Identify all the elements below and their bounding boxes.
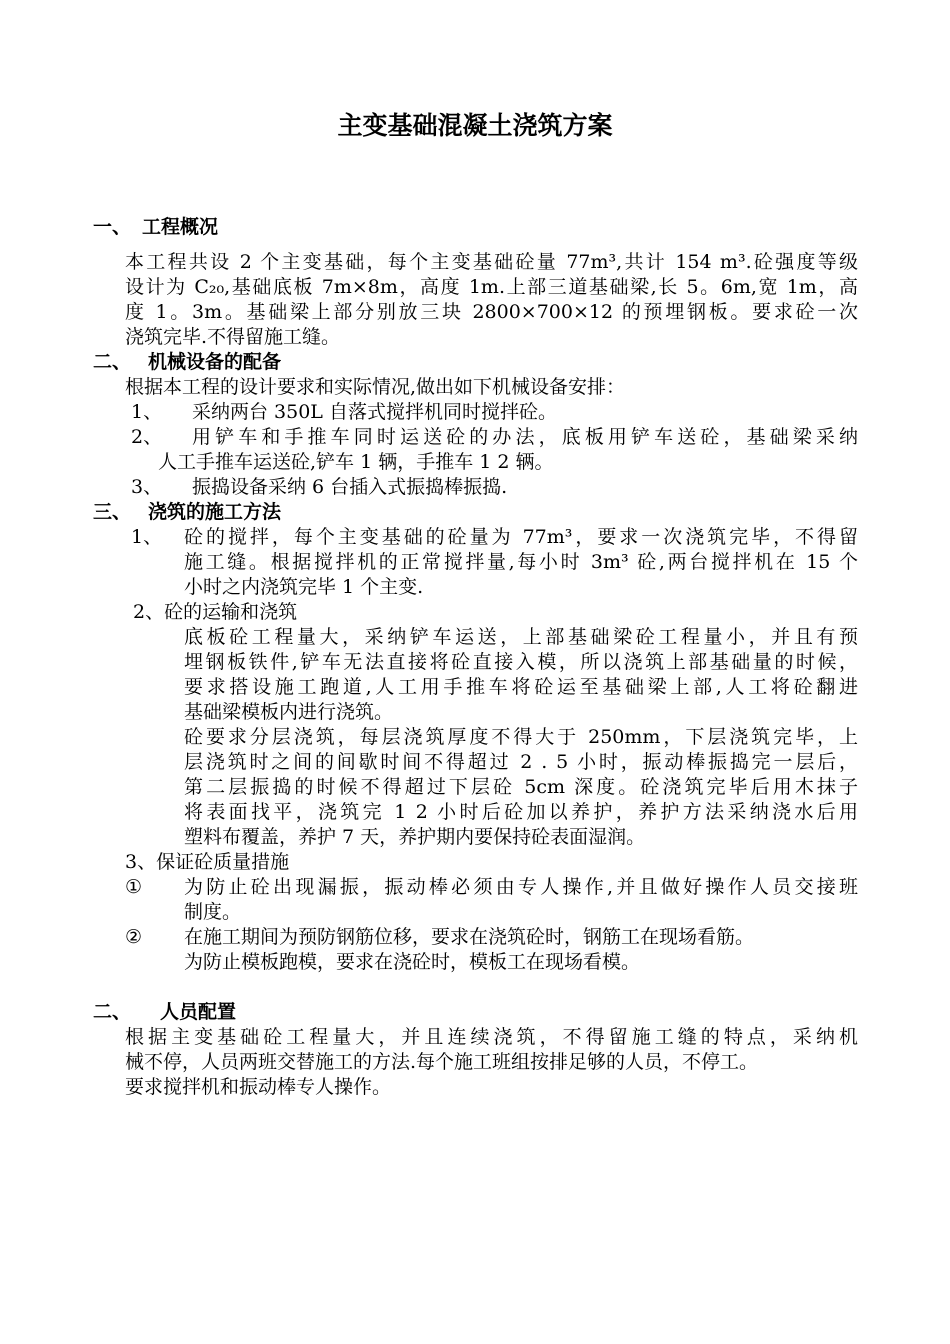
paragraph-line: 层浇筑时之间的间歇时间不得超过 2 . 5 小时，振动棒振捣完一层后， <box>184 751 858 773</box>
point-text: 为防止砼出现漏振，振动棒必须由专人操作,并且做好操作人员交接班 <box>184 876 858 898</box>
point-marker: ① <box>125 876 143 898</box>
section-4-line: 械不停，人员两班交替施工的方法.每个施工班组按排足够的人员，不停工。 <box>125 1051 759 1073</box>
section-1-line: 度 1。3m。基础梁上部分别放三块 2800×700×12 的预埋钢板。要求砼一次 <box>125 301 858 323</box>
paragraph-line: 埋钢板铁件,铲车无法直接将砼直接入模，所以浇筑上部基础量的时候， <box>184 651 858 673</box>
section-3-number: 三、 <box>93 501 132 523</box>
list-item-text: 砼的搅拌，每个主变基础的砼量为 77m³，要求一次浇筑完毕，不得留 <box>184 526 858 548</box>
section-4-line: 要求搅拌机和振动棒专人操作。 <box>125 1076 392 1098</box>
paragraph-line: 底板砼工程量大，采纳铲车运送，上部基础梁砼工程量小，并且有预 <box>184 626 858 648</box>
list-item-text: 用铲车和手推车同时运送砼的办法，底板用铲车送砼，基础梁采纳 <box>192 426 858 448</box>
list-item-number: 1、 <box>131 526 163 548</box>
paragraph-line: 将表面找平，浇筑完 1 2 小时后砼加以养护，养护方法采纳浇水后用 <box>184 801 858 823</box>
paragraph-line: 第二层振捣的时候不得超过下层砼 5cm 深度。砼浇筑完毕后用木抹子 <box>184 776 858 798</box>
section-1-line: 设计为 C₂₀,基础底板 7m×8m，高度 1m.上部三道基础梁,长 5。6m,宽 1m，高 <box>125 276 858 298</box>
section-4-heading: 人员配置 <box>160 1001 237 1023</box>
list-item-number: 3、 <box>131 476 163 498</box>
point-text: 制度。 <box>184 901 242 923</box>
list-item-text: 小时之内浇筑完毕 1 个主变. <box>184 576 424 598</box>
list-item-text: 振捣设备采纳 6 台插入式振捣棒振捣. <box>192 476 508 498</box>
point-text: 在施工期间为预防钢筋位移，要求在浇筑砼时，钢筋工在现场看筋。 <box>184 926 755 948</box>
point-marker: ② <box>125 926 143 948</box>
paragraph-line: 砼要求分层浇筑，每层浇筑厚度不得大于 250mm，下层浇筑完毕，上 <box>184 726 858 748</box>
section-4-line: 根据主变基础砼工程量大，并且连续浇筑，不得留施工缝的特点，采纳机 <box>125 1026 858 1048</box>
section-2-heading: 机械设备的配备 <box>148 351 282 373</box>
list-item-text: 采纳两台 350L 自落式搅拌机同时搅拌砼。 <box>192 401 557 423</box>
list-item-number: 1、 <box>131 401 163 423</box>
list-item-number: 2、 <box>131 426 163 448</box>
section-4-number: 二、 <box>93 1001 132 1023</box>
section-1-heading: 工程概况 <box>142 216 219 238</box>
page-title: 主变基础混凝土浇筑方案 <box>337 111 613 140</box>
list-item-text: 施工缝。根据搅拌机的正常搅拌量,每小时 3m³ 砼,两台搅拌机在 15 个 <box>184 551 858 573</box>
paragraph-line: 基础梁模板内进行浇筑。 <box>184 701 394 723</box>
paragraph-line: 塑料布覆盖，养护 7 天，养护期内要保持砼表面湿润。 <box>184 826 646 848</box>
section-1-line: 本工程共设 2 个主变基础，每个主变基础砼量 77m³,共计 154 m³.砼强度等级 <box>125 251 858 273</box>
paragraph-line: 要求搭设施工跑道,人工用手推车将砼运至基础梁上部,人工将砼翻进 <box>184 676 858 698</box>
section-1-line: 浇筑完毕.不得留施工缝。 <box>125 326 341 348</box>
section-2-number: 二、 <box>93 351 132 373</box>
section-3-heading: 浇筑的施工方法 <box>148 501 282 523</box>
subsection-label: 3、保证砼质量措施 <box>125 851 290 873</box>
subsection-label: 2、砼的运输和浇筑 <box>133 601 298 623</box>
section-2-intro: 根据本工程的设计要求和实际情况,做出如下机械设备安排： <box>125 376 626 398</box>
point-text: 为防止模板跑模，要求在浇砼时，模板工在现场看模。 <box>184 951 641 973</box>
list-item-text: 人工手推车运送砼,铲车 1 辆，手推车 1 2 辆。 <box>158 451 554 473</box>
section-1-number: 一、 <box>93 216 132 238</box>
